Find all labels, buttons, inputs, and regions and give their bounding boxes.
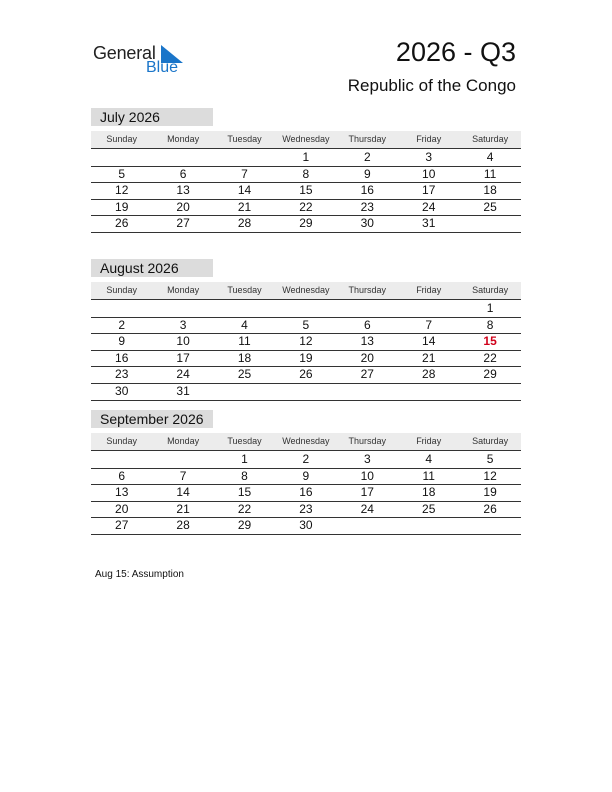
weekday-header — [91, 282, 521, 300]
day-cell: 16 — [115, 350, 129, 365]
week-row — [91, 215, 521, 233]
day-cell: 20 — [360, 350, 374, 365]
weekday-label: Sunday — [106, 285, 137, 295]
weekday-label: Monday — [167, 285, 200, 295]
day-cell: 27 — [176, 216, 190, 231]
day-cell: 22 — [299, 199, 313, 214]
day-cell: 6 — [179, 166, 187, 181]
day-cell: 19 — [299, 350, 313, 365]
day-cell: 23 — [115, 367, 129, 382]
weekday-label: Saturday — [472, 285, 509, 295]
day-cell: 8 — [486, 317, 494, 332]
day-cell: 18 — [237, 350, 252, 365]
weekday-label: Thursday — [348, 285, 387, 295]
day-cell: 14 — [176, 485, 190, 500]
holiday-note: Aug 15: Assumption — [95, 569, 184, 580]
day-cell: 9 — [363, 166, 371, 181]
day-cell: 29 — [237, 518, 252, 533]
day-cell: 17 — [176, 350, 190, 365]
week-row — [91, 501, 521, 519]
day-cell: 5 — [302, 317, 310, 332]
country-name: Republic of the Congo — [347, 76, 516, 95]
day-cell: 23 — [360, 199, 374, 214]
day-cell: 17 — [360, 485, 374, 500]
week-row — [91, 333, 521, 351]
week-row — [91, 517, 521, 535]
week-row — [91, 468, 521, 486]
weekday-label: Thursday — [348, 134, 387, 144]
day-cell: 12 — [299, 334, 313, 349]
week-row — [91, 383, 521, 401]
day-cell: 14 — [422, 334, 436, 349]
day-cell: 13 — [360, 334, 374, 349]
day-cell: 12 — [115, 183, 129, 198]
day-cell: 19 — [115, 199, 129, 214]
day-cell: 12 — [483, 468, 497, 483]
day-cell: 31 — [422, 216, 436, 231]
week-row — [91, 199, 521, 217]
weekday-label: Thursday — [348, 436, 387, 446]
day-cell: 10 — [360, 468, 374, 483]
weekday-label: Tuesday — [227, 134, 262, 144]
day-cell: 4 — [241, 317, 248, 332]
weekday-label: Friday — [416, 285, 442, 295]
week-row — [91, 149, 521, 167]
day-cell: 4 — [425, 452, 433, 466]
week-row — [91, 484, 521, 502]
day-cell: 26 — [483, 501, 497, 516]
day-cell: 25 — [422, 501, 436, 516]
day-cell: 6 — [118, 468, 126, 483]
day-cell: 2 — [363, 150, 371, 164]
day-cell: 8 — [241, 468, 248, 483]
day-cell: 26 — [299, 367, 313, 382]
day-cell: 6 — [363, 317, 371, 332]
weekday-label: Saturday — [472, 134, 509, 144]
day-cell: 28 — [237, 216, 252, 231]
day-cell: 15 — [237, 485, 252, 500]
weekday-label: Saturday — [472, 436, 509, 446]
day-cell: 25 — [237, 367, 252, 382]
week-row — [91, 451, 521, 469]
day-cell: 24 — [422, 199, 436, 214]
logo-general-text: General — [93, 43, 156, 63]
day-cell: 5 — [118, 166, 126, 181]
page-title: 2026 - Q3 — [395, 37, 516, 67]
day-cell: 21 — [176, 501, 190, 516]
weekday-header — [91, 131, 521, 149]
week-row — [91, 182, 521, 200]
day-cell: 7 — [241, 166, 248, 181]
day-cell: 20 — [176, 199, 190, 214]
day-cell: 3 — [425, 150, 433, 164]
day-cell: 13 — [176, 183, 190, 198]
weekday-label: Tuesday — [227, 436, 262, 446]
day-cell: 2 — [302, 452, 310, 466]
day-cell: 9 — [302, 468, 310, 483]
weekday-label: Friday — [416, 436, 442, 446]
week-row — [91, 366, 521, 384]
day-cell: 8 — [302, 166, 310, 181]
day-cell: 20 — [115, 501, 129, 516]
day-cell: 10 — [176, 334, 190, 349]
weekday-label: Sunday — [106, 436, 137, 446]
day-cell: 25 — [483, 199, 497, 214]
day-cell: 24 — [360, 501, 374, 516]
day-cell: 27 — [360, 367, 374, 382]
day-cell: 28 — [422, 367, 436, 382]
day-cell: 3 — [363, 452, 371, 466]
day-cell: 11 — [483, 166, 497, 181]
day-cell: 3 — [179, 317, 187, 332]
day-cell: 21 — [237, 199, 252, 214]
day-cell: 21 — [422, 350, 436, 365]
weekday-label: Wednesday — [282, 134, 330, 144]
weekday-label: Sunday — [106, 134, 137, 144]
day-cell: 29 — [483, 367, 497, 382]
day-cell: 24 — [176, 367, 190, 382]
day-cell: 23 — [299, 501, 313, 516]
day-cell: 2 — [118, 317, 126, 332]
week-row — [91, 300, 521, 318]
day-cell: 30 — [360, 216, 374, 231]
weekday-label: Tuesday — [227, 285, 262, 295]
week-row — [91, 317, 521, 335]
weekday-label: Friday — [416, 134, 442, 144]
weekday-label: Monday — [167, 436, 200, 446]
day-cell: 27 — [115, 518, 129, 533]
weekday-header — [91, 433, 521, 451]
week-row — [91, 350, 521, 368]
weekday-label: Wednesday — [282, 436, 330, 446]
weekday-label: Monday — [167, 134, 200, 144]
day-cell: 11 — [238, 334, 251, 349]
day-cell: 22 — [237, 501, 252, 516]
logo-blue-text: Blue — [146, 59, 179, 76]
day-cell: 1 — [486, 301, 494, 315]
day-cell: 15 — [483, 334, 497, 349]
month-label: July 2026 — [91, 108, 213, 126]
month-label: August 2026 — [91, 259, 213, 277]
day-cell: 1 — [241, 452, 248, 466]
day-cell: 30 — [115, 384, 129, 398]
day-cell: 18 — [483, 183, 497, 198]
day-cell: 28 — [176, 518, 190, 533]
day-cell: 16 — [299, 485, 313, 500]
weekday-label: Wednesday — [282, 285, 330, 295]
day-cell: 14 — [237, 183, 252, 198]
day-cell: 11 — [422, 468, 435, 483]
day-cell: 26 — [115, 216, 129, 231]
week-row — [91, 166, 521, 184]
month-label: September 2026 — [91, 410, 213, 428]
day-cell: 4 — [486, 150, 494, 164]
logo — [93, 43, 193, 77]
day-cell: 13 — [115, 485, 129, 500]
day-cell: 30 — [299, 518, 313, 533]
day-cell: 22 — [483, 350, 497, 365]
day-cell: 15 — [299, 183, 313, 198]
day-cell: 29 — [299, 216, 313, 231]
day-cell: 16 — [360, 183, 374, 198]
day-cell: 17 — [422, 183, 436, 198]
day-cell: 7 — [179, 468, 187, 483]
day-cell: 5 — [486, 452, 494, 466]
day-cell: 19 — [483, 485, 497, 500]
day-cell: 7 — [425, 317, 433, 332]
day-cell: 9 — [118, 334, 126, 349]
day-cell: 31 — [176, 384, 190, 398]
day-cell: 18 — [422, 485, 436, 500]
day-cell: 1 — [302, 150, 310, 164]
day-cell: 10 — [422, 166, 436, 181]
